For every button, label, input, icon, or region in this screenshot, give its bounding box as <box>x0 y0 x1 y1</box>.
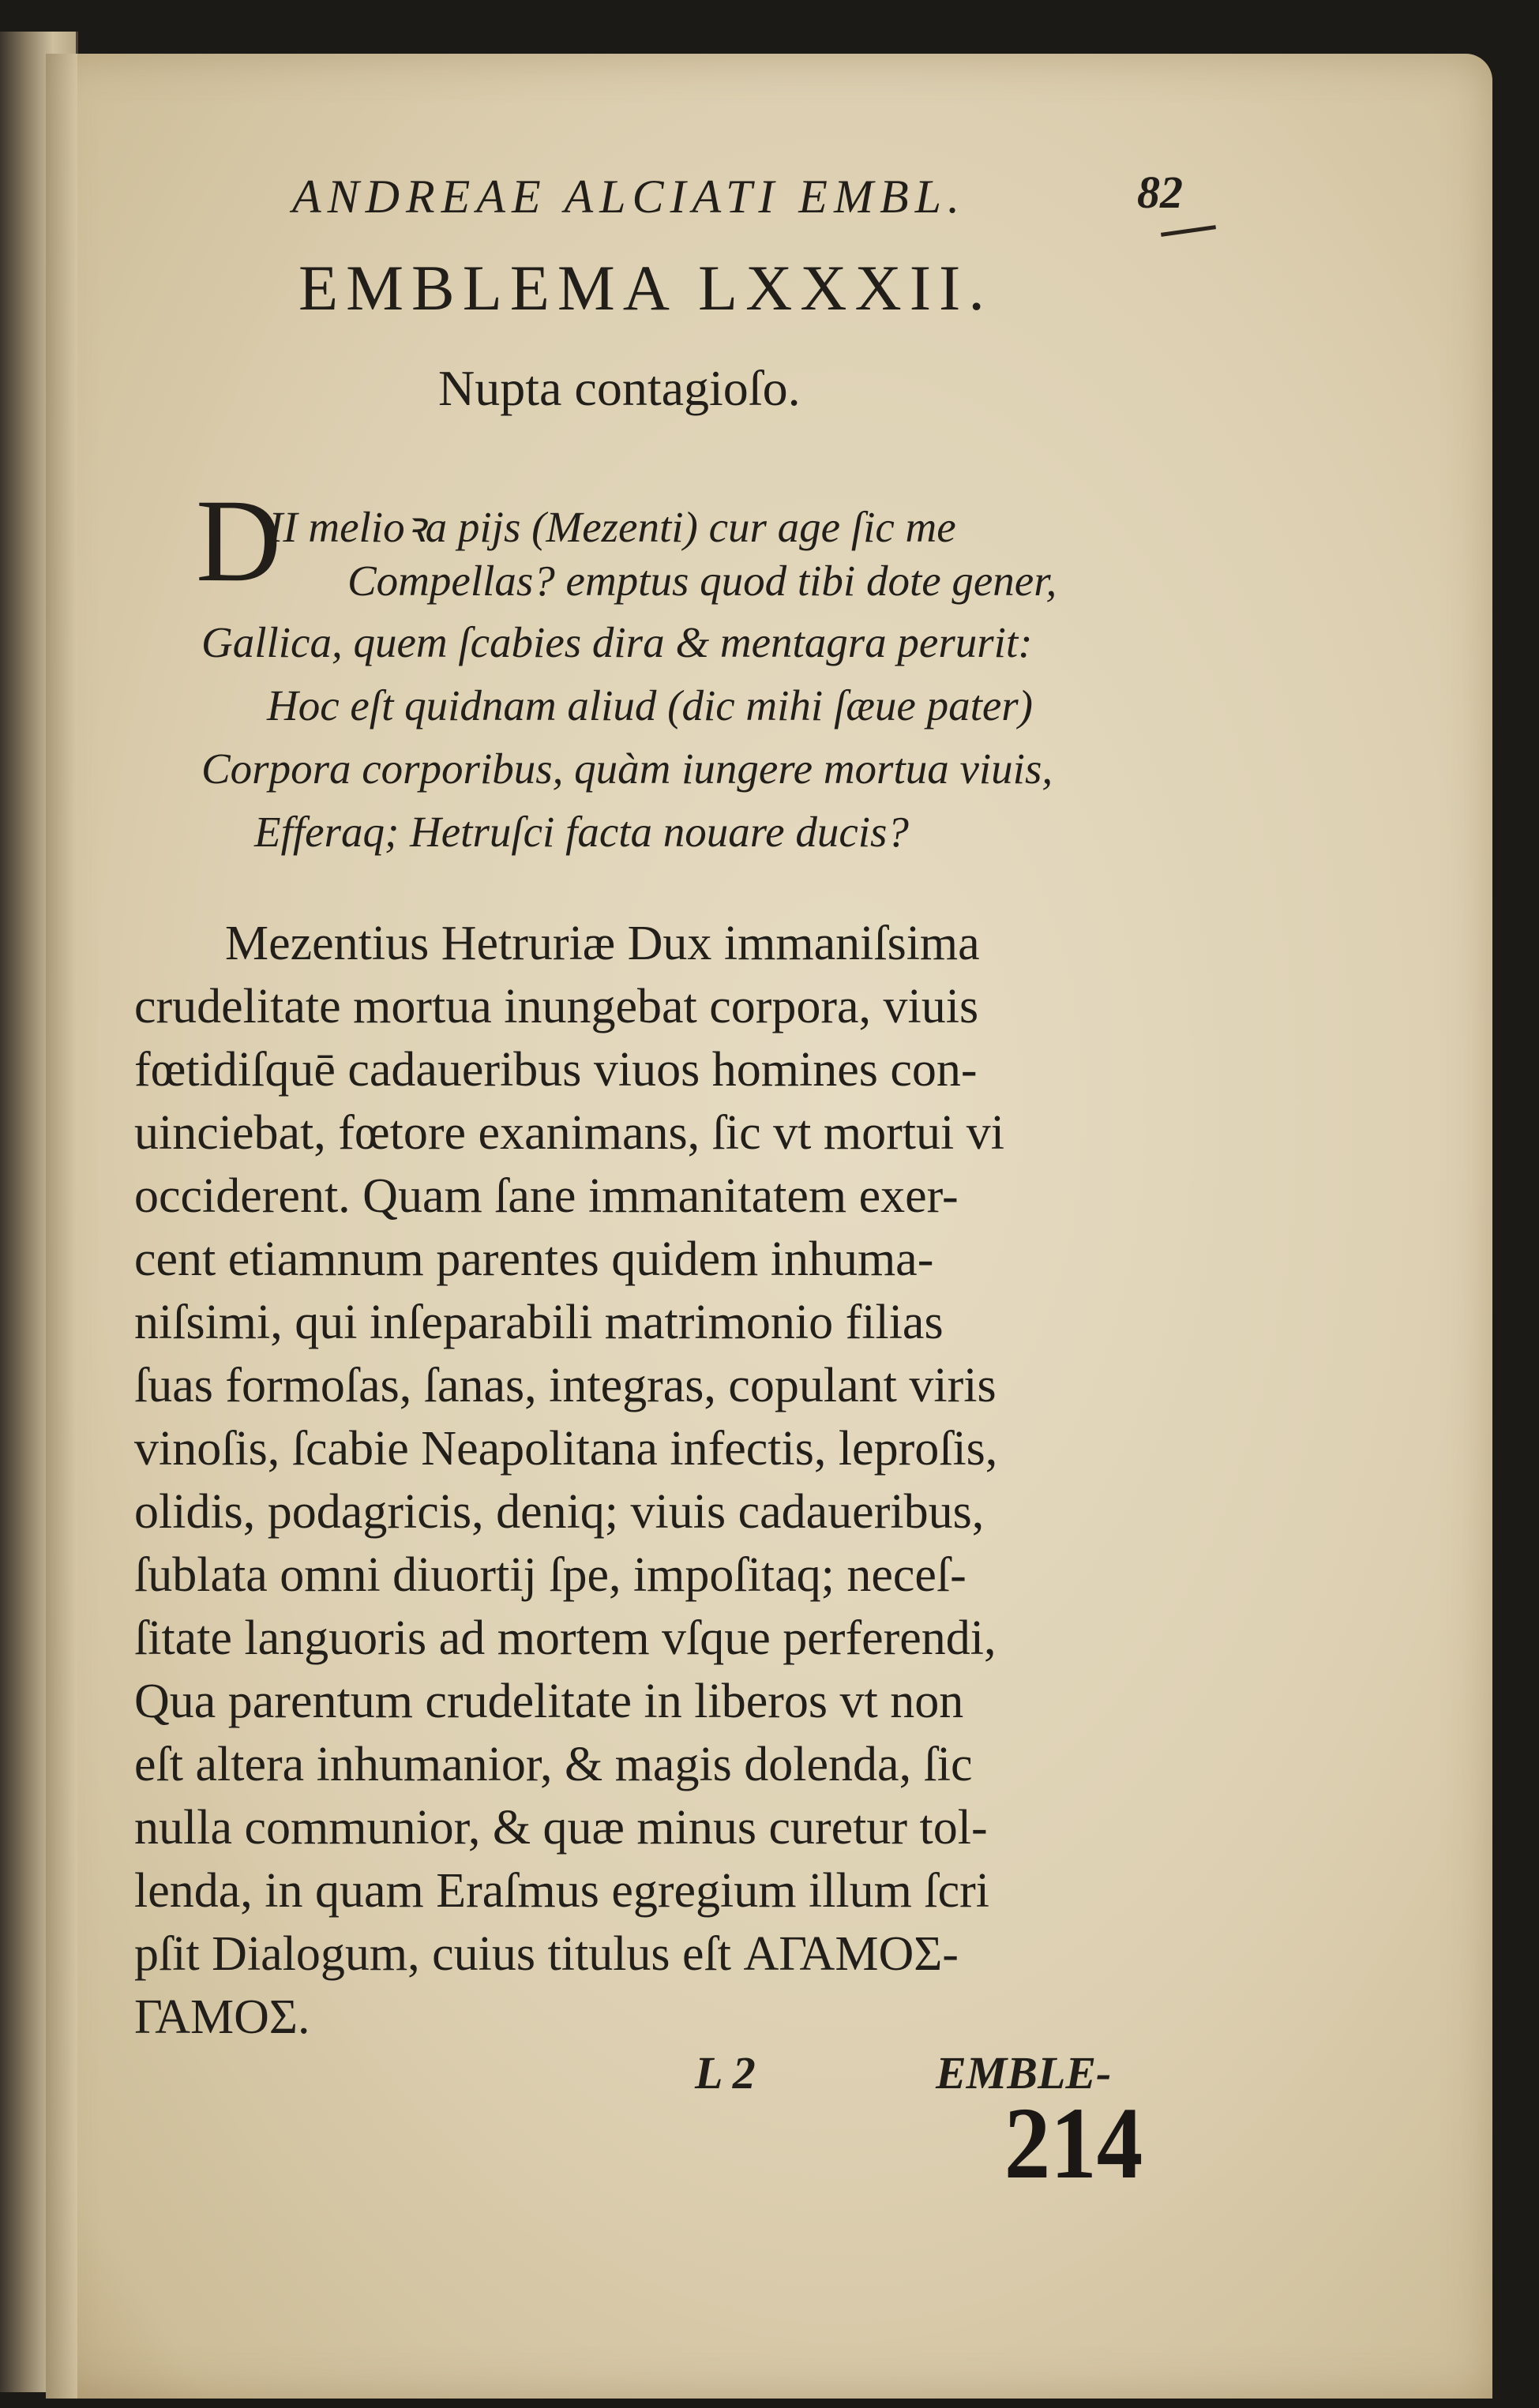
verse-line: Corpora corporibus, quàm iungere mortua viuis, <box>201 745 1053 793</box>
signature-mark: L 2 <box>695 2047 756 2099</box>
commentary-line: Mezentius Hetruriæ Dux immaniſsima <box>225 917 980 970</box>
commentary-line: nulla communior, & quæ minus curetur tol- <box>134 1801 988 1855</box>
catchword: EMBLE- <box>936 2047 1112 2099</box>
commentary-line: occiderent. Quam ſane immanitatem exer- <box>134 1169 959 1223</box>
commentary-line: Qua parentum crudelitate in liberos vt non <box>134 1675 964 1728</box>
commentary-line: vinoſis, ſcabie Neapolitana infectis, leproſis, <box>134 1422 998 1476</box>
page-gutter <box>46 54 77 2399</box>
drop-cap: D <box>196 475 282 606</box>
commentary-line: ſitate languoris ad mortem vſque perferendi, <box>134 1611 997 1665</box>
verse-line: Compellas? emptus quod tibi dote gener, <box>347 557 1057 605</box>
folio-number: 82 <box>1137 167 1183 218</box>
verse-line: II melioꝛa pijs (Mezenti) cur age ſic me <box>268 503 956 551</box>
commentary-line: lenda, in quam Eraſmus egregium illum ſcri <box>134 1864 990 1918</box>
commentary-line: olidis, podagricis, deniq; viuis cadaueribus, <box>134 1485 985 1539</box>
commentary-line: crudelitate mortua inungebat corpora, viuis <box>134 980 979 1033</box>
commentary-line: ſuas formoſas, ſanas, integras, copulant viris <box>134 1359 997 1412</box>
emblem-motto: Nupta contagioſo. <box>438 360 801 416</box>
verse-line: Efferaq; Hetruſci facta nouare ducis? <box>254 808 909 856</box>
running-head: ANDREAE ALCIATI EMBL. <box>292 171 966 223</box>
commentary-line: fœtidiſquē cadaueribus viuos homines con- <box>134 1043 978 1097</box>
emblem-heading: EMBLEMA LXXXII. <box>298 252 993 324</box>
verse-line: Gallica, quem ſcabies dira & mentagra perurit: <box>201 618 1033 666</box>
verse-line: Hoc eſt quidnam aliud (dic mihi ſæue pater) <box>267 681 1033 730</box>
commentary-line: ſublata omni diuortij ſpe, impoſitaq; neceſ- <box>134 1548 967 1602</box>
commentary-line: niſsimi, qui inſeparabili matrimonio filias <box>134 1296 944 1349</box>
handwritten-leaf-number: 214 <box>1004 2087 1143 2200</box>
commentary-line: cent etiamnum parentes quidem inhuma- <box>134 1232 934 1286</box>
commentary-line: uinciebat, fœtore exanimans, ſic vt mortui vi <box>134 1106 1004 1160</box>
commentary-line: eſt altera inhumanior, & magis dolenda, ſic <box>134 1738 973 1791</box>
commentary-line: ΓΑΜΟΣ. <box>134 1990 310 2044</box>
commentary-line: pſit Dialogum, cuius titulus eſt ΑΓΑΜΟΣ- <box>134 1927 959 1981</box>
